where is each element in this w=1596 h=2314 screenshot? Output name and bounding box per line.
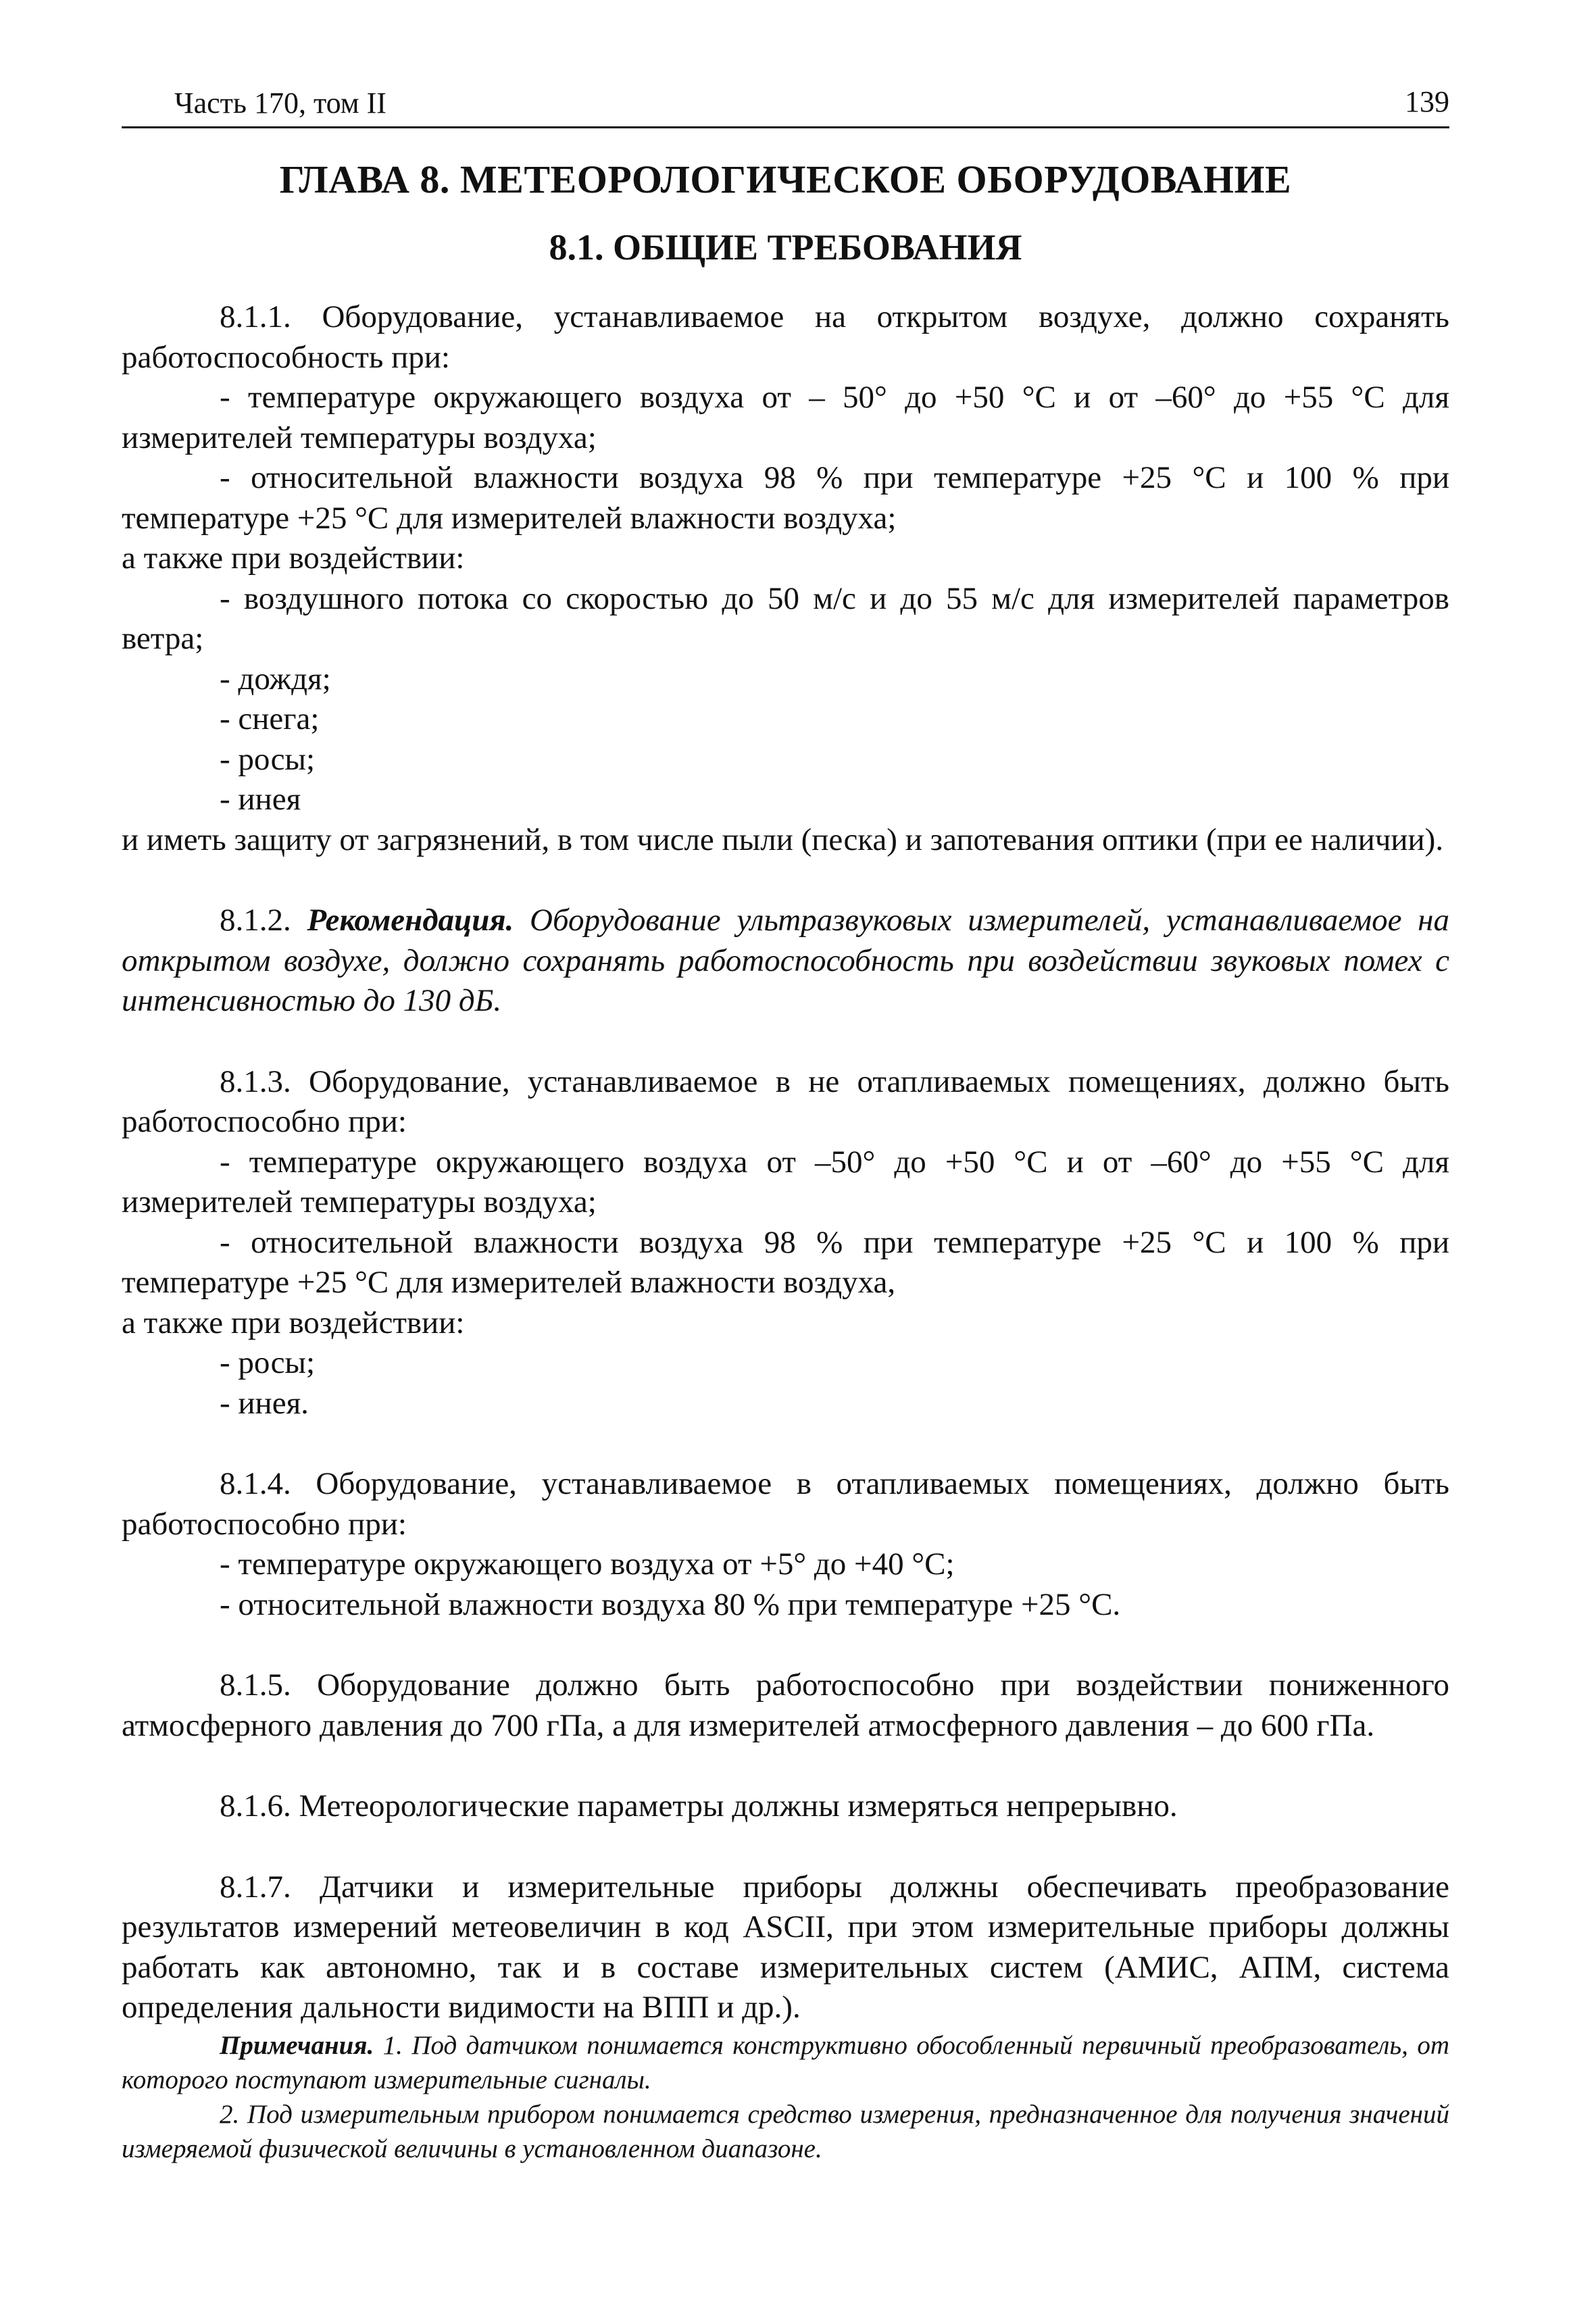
list-item-frost: - инея — [220, 782, 301, 817]
note-2: 2. Под измерительным прибором понимается средство измерения, предназначенное для получения значений измеряемой физической величины в установленном диапазоне. — [122, 2099, 1449, 2163]
list-item-temperature: - температуре окружающего воздуха от – 50° до +50 °С и от –60° до +55 °С для измерителей температуры воздуха; — [122, 380, 1449, 455]
paragraph-8-1-4-intro: 8.1.4. Оборудование, устанавливаемое в отапливаемых помещениях, должно быть работоспособно при: — [122, 1466, 1449, 1542]
list-item-frost: - инея. — [220, 1385, 309, 1421]
paragraph-also-exposure: а также при воздействии: — [122, 540, 465, 576]
list-item-dew: - росы; — [220, 1345, 316, 1380]
paragraph-8-1-5: 8.1.5. Оборудование должно быть работоспособно при воздействии пониженного атмосферного давления до 700 гПа, а для измерителей атмосферного давления – до 600 гПа. — [122, 1667, 1449, 1743]
list-item-dew: - росы; — [220, 741, 316, 777]
document-body — [122, 297, 1449, 2166]
paragraph-8-1-1-intro: 8.1.1. Оборудование, устанавливаемое на открытом воздухе, должно сохранять работоспособность при: — [122, 299, 1449, 375]
list-item-rain: - дождя; — [220, 661, 331, 697]
list-item-wind: - воздушного потока со скоростью до 50 м/с и до 55 м/с для измерителей параметров ветра; — [122, 580, 1449, 656]
list-item-snow: - снега; — [220, 701, 320, 736]
paragraph-number: 8.1.2. — [220, 903, 291, 938]
recommendation-text: Оборудование ультразвуковых измерителей, устанавливаемое на открытом воздухе, должно сохранять работоспособность при воздействии звуковых помех с интенсивностью до 130 дБ. — [122, 903, 1449, 1018]
chapter-title: ГЛАВА 8. МЕТЕОРОЛОГИЧЕСКОЕ ОБОРУДОВАНИЕ — [279, 157, 1292, 201]
note-1 — [122, 2028, 1449, 2097]
header-part-volume: Часть 170, том II — [174, 86, 386, 120]
notes-block — [122, 2028, 1449, 2166]
paragraph-8-1-3-intro: 8.1.3. Оборудование, устанавливаемое в не отапливаемых помещениях, должно быть работоспособно при: — [122, 1063, 1449, 1139]
recommendation-label: Рекомендация. — [307, 903, 514, 938]
section-title: 8.1. ОБЩИЕ ТРЕБОВАНИЯ — [549, 227, 1022, 268]
paragraph-also-exposure: а также при воздействии: — [122, 1305, 465, 1340]
list-item-humidity: - относительной влажности воздуха 80 % при температуре +25 °С. — [220, 1586, 1121, 1622]
list-item-humidity: - относительной влажности воздуха 98 % при температуре +25 °С и 100 % при температуре +25 °С для измерителей влажности воздуха; — [122, 460, 1449, 536]
paragraph-8-1-2 — [122, 901, 1449, 1022]
running-header — [122, 78, 1449, 128]
list-item-temperature: - температуре окружающего воздуха от +5° до +40 °С; — [220, 1546, 955, 1582]
paragraph-8-1-7: 8.1.7. Датчики и измерительные приборы должны обеспечивать преобразование результатов измерений метеовеличин в код ASCII, при этом измерительные приборы должны работать как автономно, так и в составе измерительных систем (АМИС, АПМ, система определения дальности видимости на ВПП и др.). — [122, 1869, 1449, 2025]
page-number: 139 — [1405, 85, 1449, 118]
list-item-temperature: - температуре окружающего воздуха от –50° до +50 °С и от –60° до +55 °С для измерителей температуры воздуха; — [122, 1144, 1449, 1219]
note-1-text: 1. Под датчиком понимается конструктивно обособленный первичный преобразователь, от которого поступают измерительные сигналы. — [122, 2030, 1449, 2094]
notes-label: Примечания. — [220, 2030, 374, 2060]
paragraph-protection: и иметь защиту от загрязнений, в том числе пыли (песка) и запотевания оптики (при ее наличии). — [122, 822, 1444, 857]
paragraph-8-1-6: 8.1.6. Метеорологические параметры должны измеряться непрерывно. — [220, 1788, 1178, 1823]
list-item-humidity: - относительной влажности воздуха 98 % при температуре +25 °С и 100 % при температуре +25 °С для измерителей влажности воздуха, — [122, 1224, 1449, 1300]
